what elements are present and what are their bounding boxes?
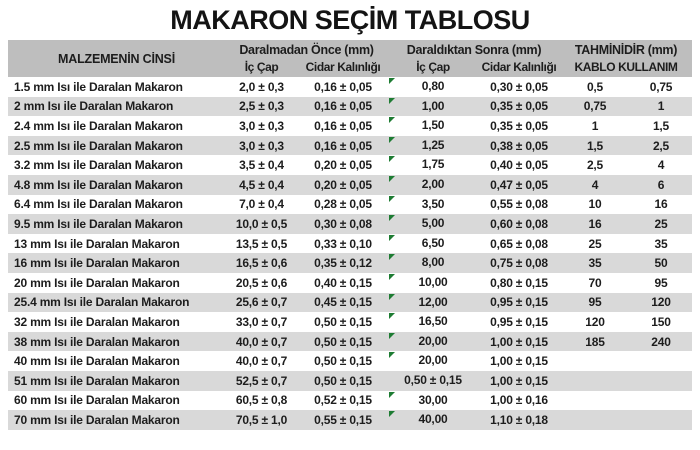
error-flag-icon	[389, 235, 395, 241]
cell-cidar-before: 0,45 ± 0,15	[314, 295, 372, 310]
cell-kablo-max: 16	[654, 197, 668, 212]
cell-material: 60 mm Isı ile Daralan Makaron	[14, 393, 180, 408]
cell-ic-cap-after	[388, 410, 478, 430]
cell-ic-cap-after	[388, 253, 478, 273]
cell-cidar-after: 0,80 ± 0,15	[490, 275, 548, 290]
cell-kablo-min: 35	[588, 256, 602, 271]
cell-ic-cap-after	[388, 371, 478, 391]
cell-ic-cap-after	[388, 116, 478, 136]
cell-kablo-max: 120	[651, 295, 671, 310]
table-row	[8, 136, 692, 156]
col-group-before-shrink	[225, 40, 388, 77]
cell-ic-cap-after-value: 1,00	[421, 98, 445, 113]
cell-cidar-before: 0,33 ± 0,10	[314, 236, 372, 251]
error-flag-icon	[389, 215, 395, 221]
cell-cidar-before: 0,40 ± 0,15	[314, 275, 372, 290]
cell-cidar-after: 1,00 ± 0,15	[490, 373, 548, 388]
cell-cidar-before: 0,20 ± 0,05	[314, 177, 372, 192]
table-header	[8, 40, 692, 77]
cell-ic-cap-after-value: 6,50	[421, 235, 445, 250]
table-row	[8, 253, 692, 273]
cell-cidar-before: 0,50 ± 0,15	[314, 334, 372, 349]
cell-material: 2.5 mm Isı ile Daralan Makaron	[14, 138, 183, 153]
cell-kablo-min: 0,75	[583, 99, 607, 114]
cell-ic-cap-after	[388, 391, 478, 411]
cell-material: 6.4 mm Isı ile Daralan Makaron	[14, 197, 183, 212]
table-row	[8, 293, 692, 313]
cell-kablo-max: 240	[651, 334, 671, 349]
cell-kablo-min: 25	[588, 236, 602, 251]
col-group-cable-estimate	[560, 40, 692, 77]
cell-ic-cap-before: 3,0 ± 0,3	[239, 138, 284, 153]
error-flag-icon	[389, 78, 395, 84]
cell-ic-cap-after	[388, 351, 478, 371]
cell-ic-cap-before: 52,5 ± 0,7	[235, 373, 288, 388]
table-row	[8, 195, 692, 215]
cell-cidar-after: 0,65 ± 0,08	[490, 236, 548, 251]
cell-cidar-after: 0,30 ± 0,05	[490, 79, 548, 94]
cell-cidar-after: 1,10 ± 0,18	[490, 412, 548, 427]
cell-ic-cap-after-value: 0,50 ± 0,15	[404, 372, 462, 387]
cell-ic-cap-after	[388, 136, 478, 156]
cell-ic-cap-before: 20,5 ± 0,6	[235, 275, 288, 290]
cell-cidar-after: 0,38 ± 0,05	[490, 138, 548, 153]
cell-cidar-before: 0,50 ± 0,15	[314, 354, 372, 369]
cell-ic-cap-after-value: 30,00	[418, 392, 448, 407]
cell-ic-cap-after-value: 1,75	[421, 157, 445, 172]
cell-ic-cap-after	[388, 214, 478, 234]
table-row	[8, 77, 692, 97]
table-row	[8, 155, 692, 175]
cell-kablo-min: 4	[591, 177, 599, 192]
error-flag-icon	[389, 176, 395, 182]
error-flag-icon	[389, 254, 395, 260]
table-row	[8, 175, 692, 195]
cell-kablo-max: 150	[651, 314, 671, 329]
cell-kablo-min: 2,5	[586, 158, 604, 173]
cell-kablo-max: 2,5	[652, 138, 670, 153]
error-flag-icon	[389, 333, 395, 339]
makaron-selection-table	[8, 40, 692, 430]
table-row	[8, 273, 692, 293]
cell-cidar-before: 0,16 ± 0,05	[314, 99, 372, 114]
cell-ic-cap-after-value: 1,25	[421, 137, 445, 152]
cell-ic-cap-before: 70,5 ± 1,0	[235, 412, 288, 427]
cell-cidar-after: 1,00 ± 0,15	[490, 354, 548, 369]
cell-ic-cap-after-value: 3,50	[421, 196, 445, 211]
cell-kablo-max: 50	[654, 256, 668, 271]
error-flag-icon	[389, 392, 395, 398]
cell-ic-cap-after	[388, 234, 478, 254]
cell-kablo-min: 0,5	[586, 79, 604, 94]
cell-cidar-after: 0,95 ± 0,15	[490, 295, 548, 310]
cell-ic-cap-before: 33,0 ± 0,7	[235, 314, 288, 329]
cell-cidar-after: 0,47 ± 0,05	[490, 177, 548, 192]
cell-ic-cap-after	[388, 77, 478, 97]
cell-ic-cap-before: 3,0 ± 0,3	[239, 118, 284, 133]
cell-cidar-after: 0,95 ± 0,15	[490, 314, 548, 329]
cell-kablo-max: 25	[654, 216, 668, 231]
cell-ic-cap-before: 60,5 ± 0,8	[235, 393, 288, 408]
cell-material: 2.4 mm Isı ile Daralan Makaron	[14, 118, 183, 133]
cell-material: 38 mm Isı ile Daralan Makaron	[14, 334, 180, 349]
cell-ic-cap-before: 40,0 ± 0,7	[235, 334, 288, 349]
cell-kablo-min: 120	[585, 314, 605, 329]
cell-material: 70 mm Isı ile Daralan Makaron	[14, 412, 180, 427]
cell-kablo-min: 10	[588, 197, 602, 212]
cell-cidar-after: 1,00 ± 0,16	[490, 393, 548, 408]
cell-material: 16 mm Isı ile Daralan Makaron	[14, 256, 180, 271]
col-header-material: MALZEMENİN CİNSİ	[58, 51, 175, 66]
cell-cidar-after: 0,55 ± 0,08	[490, 197, 548, 212]
cell-kablo-max: 6	[657, 177, 665, 192]
cell-ic-cap-after-value: 8,00	[421, 255, 445, 270]
cell-cidar-before: 0,16 ± 0,05	[314, 79, 372, 94]
cell-ic-cap-after-value: 0,80	[421, 79, 445, 93]
group-label-before-shrink: Daralmadan Önce (mm)	[239, 43, 374, 57]
cell-ic-cap-after-value: 12,00	[418, 294, 448, 309]
cell-kablo-min: 185	[585, 334, 605, 349]
cell-ic-cap-before: 13,5 ± 0,5	[235, 236, 288, 251]
cell-ic-cap-after-value: 20,00	[418, 333, 448, 348]
table-row	[8, 351, 692, 371]
col-group-after-shrink	[388, 40, 560, 77]
cell-kablo-min: 16	[588, 216, 602, 231]
cell-cidar-before: 0,50 ± 0,15	[314, 373, 372, 388]
cell-ic-cap-after-value: 16,50	[418, 314, 448, 329]
cell-ic-cap-before: 2,5 ± 0,3	[239, 99, 284, 114]
cell-cidar-before: 0,55 ± 0,15	[314, 412, 372, 427]
cell-material: 13 mm Isı ile Daralan Makaron	[14, 236, 180, 251]
cell-material: 1.5 mm Isı ile Daralan Makaron	[14, 79, 183, 94]
group-label-after-shrink: Daraldıktan Sonra (mm)	[406, 43, 542, 57]
col-header-cidar-after: Cidar Kalınlığı	[481, 60, 557, 74]
cell-kablo-min: 70	[588, 275, 602, 290]
cell-ic-cap-before: 4,5 ± 0,4	[239, 177, 284, 192]
cell-kablo-max: 1	[657, 99, 665, 114]
cell-kablo-max: 0,75	[649, 79, 673, 94]
cell-ic-cap-before: 7,0 ± 0,4	[239, 197, 284, 212]
table-row	[8, 410, 692, 430]
cell-cidar-after: 0,35 ± 0,05	[490, 99, 548, 114]
cell-ic-cap-after	[388, 175, 478, 195]
cell-ic-cap-before: 10,0 ± 0,5	[235, 216, 288, 231]
table-row	[8, 312, 692, 332]
cell-ic-cap-after	[388, 273, 478, 293]
error-flag-icon	[389, 411, 395, 417]
error-flag-icon	[389, 137, 395, 143]
error-flag-icon	[389, 196, 395, 202]
cell-cidar-before: 0,28 ± 0,05	[314, 197, 372, 212]
cell-ic-cap-after-value: 20,00	[418, 353, 448, 368]
cell-kablo-max: 95	[654, 275, 668, 290]
col-header-ic-cap-before: İç Çap	[244, 60, 279, 74]
cell-kablo-min: 1,5	[586, 138, 604, 153]
cell-cidar-before: 0,20 ± 0,05	[314, 158, 372, 173]
error-flag-icon	[389, 274, 395, 280]
cell-material: 3.2 mm Isı ile Daralan Makaron	[14, 158, 183, 173]
cell-ic-cap-after-value: 1,50	[421, 118, 445, 133]
cell-material: 20 mm Isı ile Daralan Makaron	[14, 275, 180, 290]
cell-ic-cap-before: 3,5 ± 0,4	[239, 158, 284, 173]
cell-ic-cap-after-value: 2,00	[421, 176, 445, 191]
cell-cidar-before: 0,30 ± 0,08	[314, 216, 372, 231]
cell-kablo-min: 1	[591, 118, 599, 133]
col-header-cidar-before: Cidar Kalınlığı	[305, 60, 381, 74]
cell-kablo-max: 35	[654, 236, 668, 251]
cell-ic-cap-after-value: 40,00	[418, 412, 448, 427]
error-flag-icon	[389, 156, 395, 162]
error-flag-icon	[389, 117, 395, 123]
error-flag-icon	[389, 98, 395, 104]
cell-cidar-after: 0,40 ± 0,05	[490, 158, 548, 173]
cell-ic-cap-after	[388, 332, 478, 352]
cell-ic-cap-before: 25,6 ± 0,7	[235, 295, 288, 310]
cell-material: 51 mm Isı ile Daralan Makaron	[14, 373, 180, 388]
table-row	[8, 371, 692, 391]
group-label-estimate: TAHMİNİDİR (mm)	[574, 43, 678, 57]
page-title: MAKARON SEÇİM TABLOSU	[170, 5, 530, 35]
cell-kablo-max: 4	[657, 158, 665, 173]
cell-material: 25.4 mm Isı ile Daralan Makaron	[14, 295, 190, 310]
table-row	[8, 332, 692, 352]
cell-cidar-before: 0,35 ± 0,12	[314, 256, 372, 271]
col-header-ic-cap-after: İç Çap	[416, 60, 450, 74]
cell-cidar-after: 0,35 ± 0,05	[490, 118, 548, 133]
table-row	[8, 214, 692, 234]
cell-ic-cap-before: 40,0 ± 0,7	[235, 354, 288, 369]
table-row	[8, 391, 692, 411]
cell-ic-cap-after-value: 5,00	[421, 216, 445, 231]
cell-cidar-after: 0,75 ± 0,08	[490, 256, 548, 271]
cell-ic-cap-after	[388, 97, 478, 117]
cell-material: 9.5 mm Isı ile Daralan Makaron	[14, 216, 183, 231]
cell-kablo-max: 1,5	[652, 118, 670, 133]
table-body	[8, 77, 692, 430]
cell-ic-cap-after	[388, 195, 478, 215]
cell-material: 40 mm Isı ile Daralan Makaron	[14, 354, 180, 369]
cell-ic-cap-before: 16,5 ± 0,6	[235, 256, 288, 271]
cell-material: 4.8 mm Isı ile Daralan Makaron	[14, 177, 183, 192]
cell-material: 2 mm Isı ile Daralan Makaron	[14, 99, 174, 114]
error-flag-icon	[389, 294, 395, 300]
table-row	[8, 97, 692, 117]
cell-ic-cap-after	[388, 312, 478, 332]
col-header-kablo-kullanim: KABLO KULLANIM	[574, 60, 678, 74]
table-row	[8, 116, 692, 136]
cell-cidar-before: 0,50 ± 0,15	[314, 314, 372, 329]
cell-cidar-before: 0,52 ± 0,15	[314, 393, 372, 408]
cell-cidar-after: 1,00 ± 0,15	[490, 334, 548, 349]
cell-ic-cap-before: 2,0 ± 0,3	[239, 79, 284, 94]
table-row	[8, 234, 692, 254]
cell-ic-cap-after	[388, 293, 478, 313]
cell-cidar-before: 0,16 ± 0,05	[314, 118, 372, 133]
cell-cidar-after: 0,60 ± 0,08	[490, 216, 548, 231]
error-flag-icon	[389, 352, 395, 358]
cell-kablo-min: 95	[588, 295, 602, 310]
cell-ic-cap-after	[388, 155, 478, 175]
cell-material: 32 mm Isı ile Daralan Makaron	[14, 314, 180, 329]
error-flag-icon	[389, 313, 395, 319]
cell-ic-cap-after-value: 10,00	[418, 274, 448, 289]
cell-cidar-before: 0,16 ± 0,05	[314, 138, 372, 153]
